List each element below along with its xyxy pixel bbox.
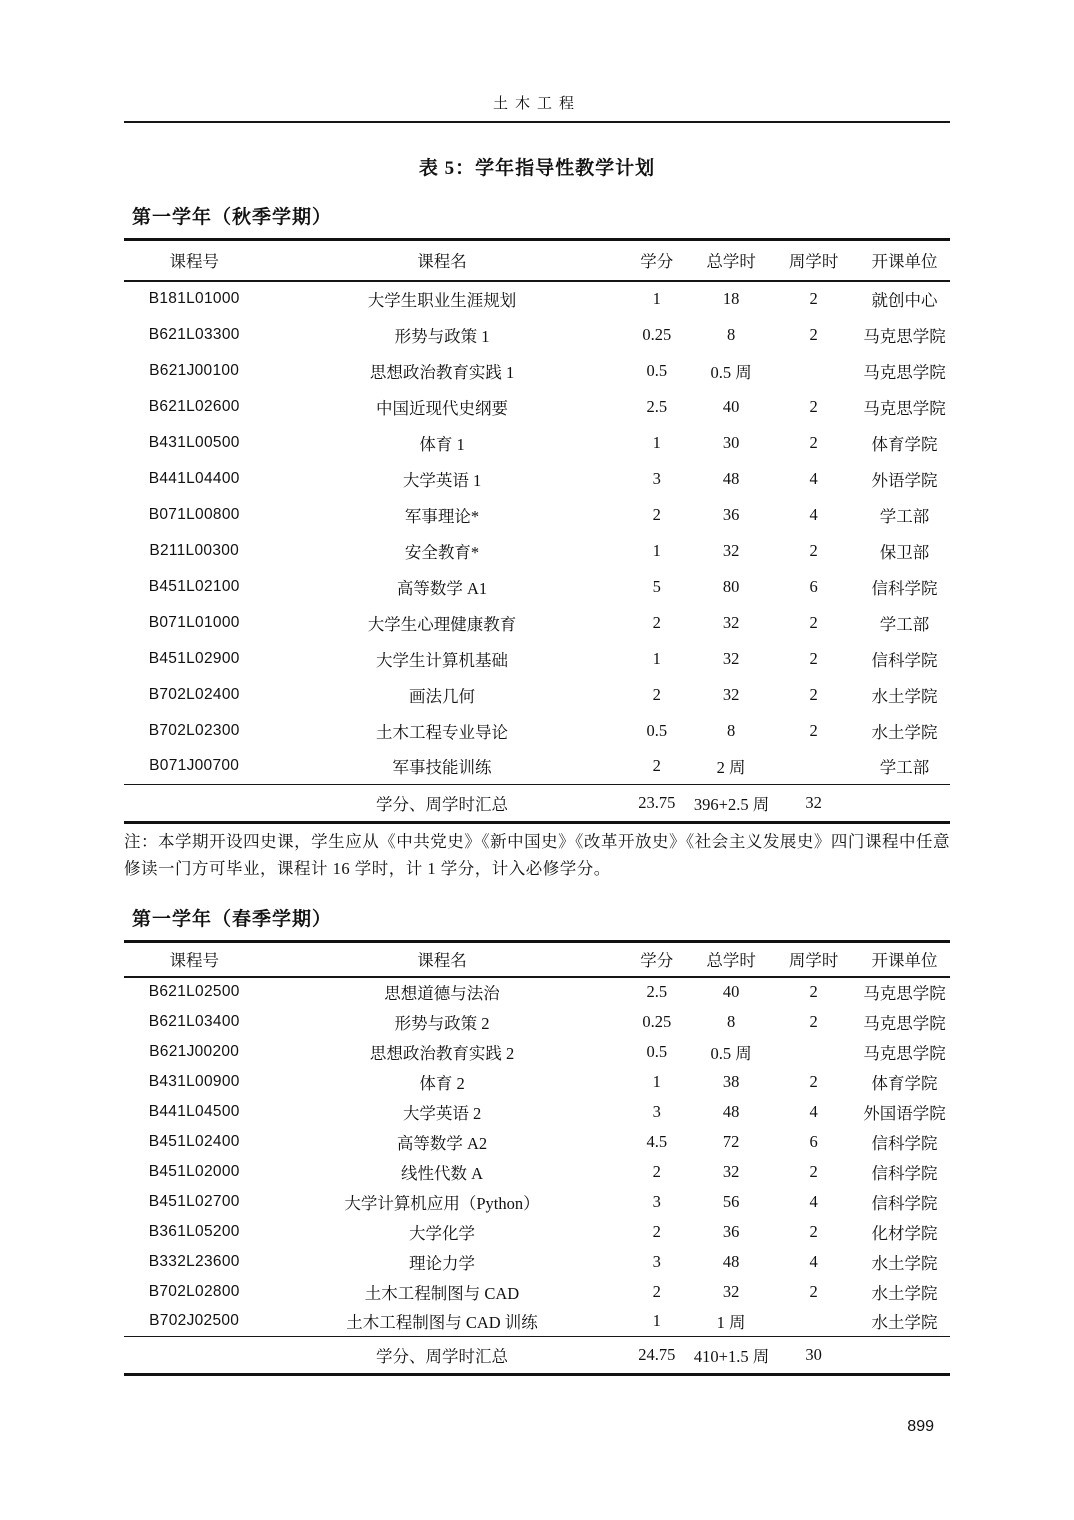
weekly-hours: 2 [809,289,818,308]
summary-weekly-hours: 30 [805,1345,822,1364]
course-name: 土木工程制图与 CAD [364,1283,520,1303]
total-hours: 40 [722,982,740,1001]
course-row [124,677,950,713]
offering-unit: 体育学院 [871,434,938,454]
course-row [124,1277,950,1307]
offering-unit: 保卫部 [879,542,930,562]
course-name: 军事理论* [404,506,480,526]
total-hours: 36 [722,1221,740,1241]
total-hours: 8 [726,324,736,344]
column-header-total-hours: 总学时 [706,951,756,971]
total-hours: 2 周 [716,758,746,778]
weekly-hours: 4 [809,468,818,488]
course-id: B621L02600 [148,397,240,415]
credits: 0.5 [646,1041,668,1061]
total-hours: 48 [722,468,740,488]
course-row [124,1127,950,1157]
course-row [124,425,950,461]
course-id: B071L01000 [148,613,240,631]
credits: 1 [652,648,661,668]
weekly-hours: 4 [809,1251,818,1271]
course-row [124,1307,950,1337]
credits: 5 [652,576,661,596]
course-id: B451L02000 [148,1162,240,1180]
offering-unit: 水土学院 [871,1313,938,1333]
offering-unit: 马克思学院 [863,1013,946,1033]
column-header-course-id: 课程号 [169,951,219,971]
credits: 2 [652,1281,661,1301]
course-row [124,317,950,353]
summary-total-hours: 396+2.5 周 [693,795,770,814]
credits: 2.5 [646,982,668,1001]
weekly-hours [768,749,859,785]
course-id: B621J00100 [149,361,240,379]
total-hours: 32 [722,540,740,560]
course-name: 土木工程专业导论 [376,722,508,742]
credits: 2.5 [646,396,668,416]
weekly-hours: 4 [809,1101,818,1121]
course-row [124,713,950,749]
offering-unit: 学工部 [879,614,930,634]
weekly-hours: 2 [809,720,818,740]
course-id: B451L02700 [148,1192,240,1210]
course-id: B621L02500 [148,983,240,1000]
course-id: B441L04500 [148,1102,240,1120]
course-row [124,977,950,1007]
course-name: 线性代数 A [400,1163,484,1183]
fall-semester-section [124,202,950,882]
credits: 2 [652,504,661,524]
course-row [124,461,950,497]
course-row [124,1187,950,1217]
weekly-hours: 6 [809,1131,818,1151]
column-header-row [124,942,950,977]
weekly-hours: 4 [809,504,818,524]
course-id: B332L23600 [148,1252,240,1270]
column-header-weekly-hours: 周学时 [788,951,839,971]
course-name: 理论力学 [409,1253,475,1273]
course-row [124,1067,950,1097]
offering-unit: 水土学院 [871,1283,938,1303]
weekly-hours: 4 [809,1191,818,1211]
summary-spacer [124,785,264,823]
offering-unit: 马克思学院 [863,326,946,346]
course-id: B431L00900 [148,1072,240,1090]
course-name: 思想政治教育实践 2 [369,1043,515,1063]
course-name: 中国近现代史纲要 [376,398,508,418]
total-hours: 1 周 [716,1313,746,1333]
column-header-credits: 学分 [640,951,674,971]
spring-course-table [124,940,950,1376]
course-id: B702L02400 [148,685,240,703]
summary-row [124,785,950,823]
column-header-weekly-hours: 周学时 [788,252,839,272]
credits: 2 [652,756,661,776]
course-id: B071J00700 [149,757,240,775]
offering-unit: 信科学院 [871,650,938,670]
total-hours: 36 [722,504,740,524]
total-hours: 80 [722,576,740,596]
offering-unit: 信科学院 [871,1193,938,1213]
credits: 0.25 [642,1011,672,1031]
credits: 1 [652,432,661,452]
course-id: B431L00500 [148,433,240,451]
course-id: B621J00200 [149,1042,240,1060]
offering-unit: 马克思学院 [863,398,946,418]
total-hours: 0.5 周 [710,362,752,382]
fall-course-table [124,238,950,824]
summary-spacer [124,1337,264,1375]
course-row [124,1037,950,1067]
weekly-hours: 2 [809,648,818,668]
course-id: B621L03400 [148,1012,240,1030]
running-header: 土木工程 [124,92,950,123]
offering-unit: 外国语学院 [863,1103,946,1123]
summary-label: 学分、周学时汇总 [376,795,508,814]
weekly-hours: 2 [809,540,818,560]
course-id: B361L05200 [148,1222,240,1240]
total-hours: 18 [722,289,740,308]
weekly-hours: 2 [809,432,818,452]
credits: 3 [652,1191,661,1211]
column-header-total-hours: 总学时 [706,252,756,272]
column-header-offering-unit: 开课单位 [871,951,938,971]
weekly-hours [768,1037,859,1067]
semester-note: 注：本学期开设四史课，学生应从《中共党史》《新中国史》《改革开放史》《社会主义发展史》四门课程中任意修读一门方可毕业，课程计 16 学时，计 1 学分，计入必修学分。 [124,832,950,878]
course-row [124,281,950,317]
weekly-hours: 2 [809,1071,818,1091]
course-id: B621L03300 [148,325,240,343]
column-header-offering-unit: 开课单位 [871,252,938,272]
credits: 3 [652,1101,661,1121]
offering-unit: 外语学院 [871,470,938,490]
total-hours: 8 [726,720,736,740]
column-header-course-id: 课程号 [169,252,219,272]
total-hours: 32 [722,684,740,704]
course-name: 军事技能训练 [392,758,492,778]
course-id: B451L02400 [148,1132,240,1150]
total-hours: 32 [722,1281,740,1301]
credits: 3 [652,468,661,488]
course-row [124,353,950,389]
offering-unit: 马克思学院 [863,984,946,1003]
summary-total-hours: 410+1.5 周 [693,1347,770,1366]
table-caption: 表 5：学年指导性教学计划 [418,158,656,179]
credits: 0.5 [646,720,668,740]
total-hours: 40 [722,396,740,416]
weekly-hours: 2 [809,1221,818,1241]
credits: 0.5 [646,360,668,380]
total-hours: 32 [722,648,740,668]
course-id: B702L02300 [148,721,240,739]
offering-unit: 水土学院 [871,686,938,706]
course-row [124,605,950,641]
offering-unit: 化材学院 [871,1223,938,1243]
credits: 0.25 [642,324,672,344]
total-hours: 48 [722,1251,740,1271]
summary-row [124,1337,950,1375]
weekly-hours: 2 [809,1161,818,1181]
column-header-credits: 学分 [640,252,674,272]
course-name: 安全教育* [404,542,480,562]
course-row [124,641,950,677]
offering-unit: 信科学院 [871,1133,938,1153]
credits: 1 [652,289,661,308]
credits: 2 [652,1221,661,1241]
weekly-hours: 2 [809,324,818,344]
section-heading-fall: 第一学年（秋季学期） [132,207,333,228]
total-hours: 72 [722,1131,740,1151]
course-name: 形势与政策 1 [394,326,490,346]
total-hours: 56 [722,1191,740,1211]
course-name: 大学计算机应用（Python） [344,1193,540,1213]
summary-spacer [859,1337,950,1375]
summary-credits: 24.75 [638,1345,676,1364]
course-row [124,749,950,785]
course-id: B441L04400 [148,469,240,487]
offering-unit: 水土学院 [871,1253,938,1273]
course-id: B702L02800 [148,1282,240,1300]
total-hours: 38 [722,1071,740,1091]
offering-unit: 学工部 [879,758,930,778]
offering-unit: 就创中心 [871,291,938,310]
course-name: 大学生职业生涯规划 [367,291,517,310]
course-name: 高等数学 A1 [396,578,488,598]
credits: 4.5 [646,1131,668,1151]
course-row [124,497,950,533]
course-id: B181L01000 [148,290,240,307]
offering-unit: 信科学院 [871,1163,938,1183]
course-name: 思想道德与法治 [384,984,500,1003]
section-heading-spring: 第一学年（春季学期） [132,909,333,930]
course-id: B451L02900 [148,649,240,667]
total-hours: 8 [726,1011,736,1031]
weekly-hours: 2 [809,982,818,1001]
total-hours: 48 [722,1101,740,1121]
summary-credits: 23.75 [638,793,676,812]
course-name: 画法几何 [409,686,475,706]
weekly-hours [768,353,859,389]
credits: 2 [652,684,661,704]
course-name: 形势与政策 2 [394,1013,490,1033]
course-name: 高等数学 A2 [396,1133,488,1153]
column-header-course-name: 课程名 [417,951,467,971]
total-hours: 0.5 周 [710,1043,752,1063]
credits: 2 [652,612,661,632]
course-row [124,1157,950,1187]
course-row [124,1007,950,1037]
course-row [124,389,950,425]
course-row [124,1097,950,1127]
total-hours: 32 [722,1161,740,1181]
credits: 1 [652,1311,661,1331]
weekly-hours: 2 [809,396,818,416]
weekly-hours: 2 [809,684,818,704]
total-hours: 32 [722,612,740,632]
course-id: B702J02500 [149,1312,240,1330]
summary-weekly-hours: 32 [805,793,822,812]
offering-unit: 体育学院 [871,1073,938,1093]
course-id: B451L02100 [148,577,240,595]
offering-unit: 学工部 [879,506,930,526]
course-name: 体育 2 [419,1073,465,1093]
credits: 3 [652,1251,661,1271]
page-number: 899 [907,1418,934,1435]
weekly-hours: 2 [809,612,818,632]
weekly-hours [768,1307,859,1337]
course-row [124,1217,950,1247]
course-name: 土木工程制图与 CAD 训练 [346,1313,538,1333]
weekly-hours: 2 [809,1281,818,1301]
course-id: B071L00800 [148,505,240,523]
credits: 2 [652,1161,661,1181]
course-name: 大学英语 2 [402,1103,482,1123]
offering-unit: 水土学院 [871,722,938,742]
weekly-hours: 6 [809,576,818,596]
column-header-row [124,240,950,281]
offering-unit: 马克思学院 [863,1043,946,1063]
column-header-course-name: 课程名 [417,252,467,272]
course-name: 大学生计算机基础 [376,650,508,670]
course-row [124,1247,950,1277]
credits: 1 [652,540,661,560]
spring-semester-section [124,904,950,1376]
credits: 1 [652,1071,661,1091]
course-name: 大学生心理健康教育 [367,614,517,634]
course-name: 思想政治教育实践 1 [369,362,515,382]
total-hours: 30 [722,432,740,452]
page-content [124,0,950,1436]
summary-spacer [859,785,950,823]
course-name: 大学化学 [409,1223,475,1243]
offering-unit: 信科学院 [871,578,938,598]
course-row [124,569,950,605]
course-name: 体育 1 [419,434,465,454]
weekly-hours: 2 [809,1011,818,1031]
course-row [124,533,950,569]
summary-label: 学分、周学时汇总 [376,1347,508,1366]
offering-unit: 马克思学院 [863,362,946,382]
course-name: 大学英语 1 [402,470,482,490]
course-id: B211L00300 [149,541,240,559]
